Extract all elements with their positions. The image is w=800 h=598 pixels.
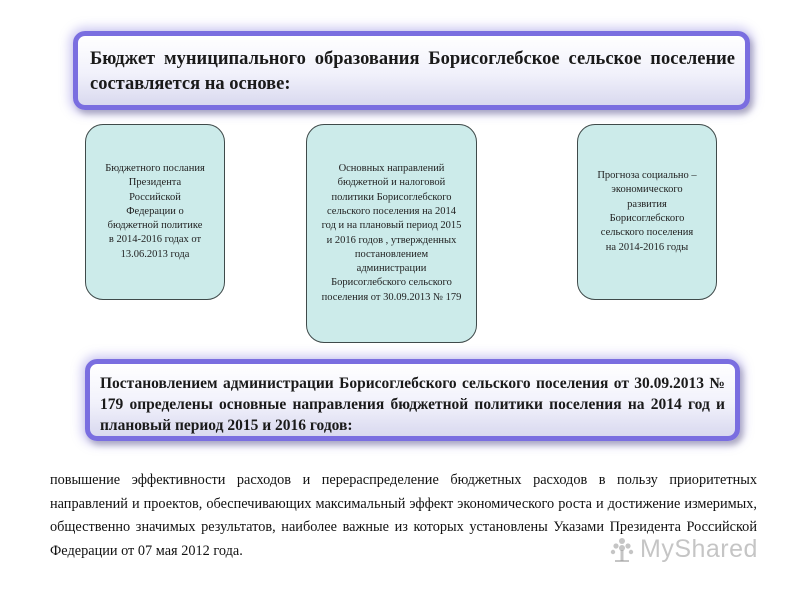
watermark <box>608 535 758 564</box>
source-text: Бюджетного послания Президента Российской Федерации о бюджетной политике в 2014-2016 годах от 13.06.2013 года <box>105 162 205 260</box>
source-text: Основных направлений бюджетной и налоговой политики Борисоглебского сельского поселения на 2014 год и на плановый период 2015 и 2016 годов , утвержденных постановлением администрации Борисоглебского сельского поселения от 30.09.2013 № 179 <box>321 163 462 303</box>
decree-text: Постановлением администрации Борисоглебского сельского поселения от 30.09.2013 № 179 определены основные направления бюджетной политики поселения на 2014 год и плановый период 2015 и 2016 годов: <box>100 375 725 434</box>
tree-icon <box>608 536 636 564</box>
watermark-text: MyShared <box>640 535 758 563</box>
source-box-policy-directions <box>306 124 477 343</box>
page-title: Бюджет муниципального образования Борисоглебское сельское поселение составляется на основе: <box>90 49 735 94</box>
source-box-forecast <box>577 124 717 300</box>
source-text: Прогноза социально – экономического развития Борисоглебского сельского поселения на 2014-2016 годы <box>597 170 697 253</box>
source-box-budget-message <box>85 124 225 300</box>
decree-banner <box>85 359 740 441</box>
header-banner <box>73 31 750 110</box>
body-paragraph: повышение эффективности расходов и перераспределение бюджетных расходов в пользу приоритетных направлений и проектов, обеспечивающих максимальный эффект экономического роста и достижение измеримых, общественно значимых результатов, наиболее важные из которых установлены Указами Президента Российской Федерации от 07 мая 2012 года. <box>50 472 757 559</box>
